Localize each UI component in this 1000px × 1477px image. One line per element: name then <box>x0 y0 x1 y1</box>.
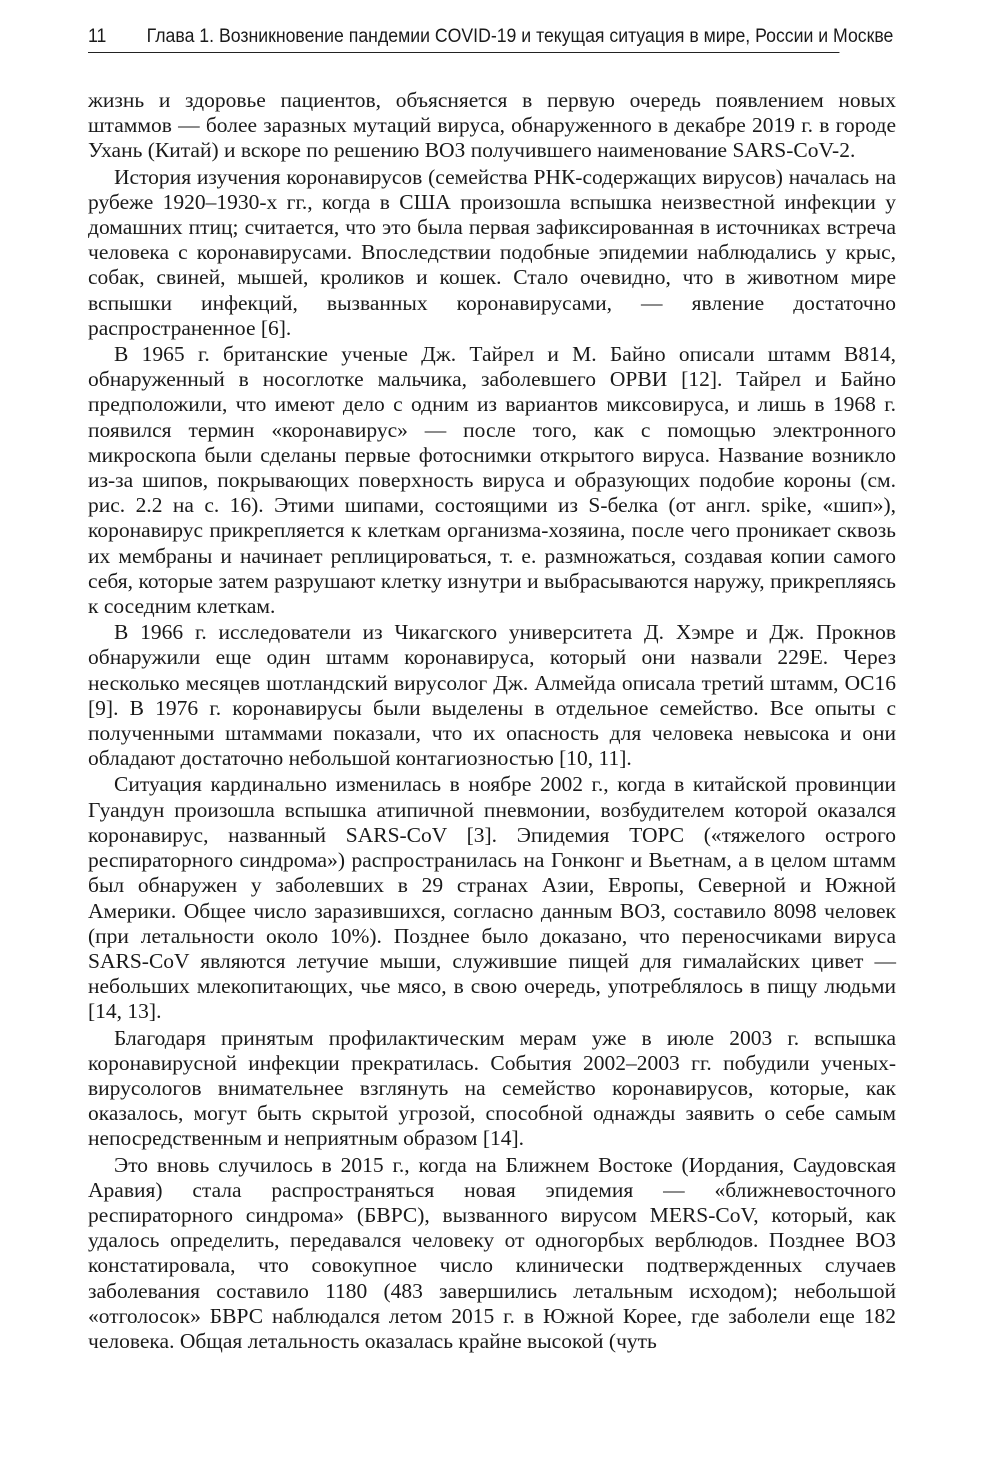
paragraph-2: История изучения коронавирусов (семейства РНК-содержащих вирусов) началась на рубеже 1920–1930-х гг., когда в США произошла вспышка неизвестной инфекции у домашних птиц; считается, что это была первая зафиксированная в источниках встреча человека с коронавирусами. Впоследствии подобные эпидемии наблюдались у крыс, собак, свиней, мышей, кроликов и кошек. Стало очевидно, что в животном мире вспышки инфекций, вызванных коронавирусами, — явление достаточно распространенное [6]. <box>88 164 896 340</box>
paragraph-4: В 1966 г. исследователи из Чикагского университета Д. Хэмре и Дж. Прокнов обнаружили еще один штамм коронавируса, который они назвали 229E. Через несколько месяцев шотландский вирусолог Дж. Алмейда описала третий штамм, OC16 [9]. В 1976 г. коронавирусы были выделены в отдельное семейство. Все опыты с полученными штаммами показали, что их опасность для человека невысока и они обладают достаточно небольшой контагиозностью [10, 11]. <box>88 620 896 771</box>
paragraph-5: Ситуация кардинально изменилась в ноябре 2002 г., когда в китайской провинции Гуандун произошла вспышка атипичной пневмонии, возбудителем которой оказался коронавирус, названный SARS-CoV [3]. Эпидемия ТОРС («тяжелого острого респираторного синдрома») распространилась на Гонконг и Вьетнам, а в целом штамм был обнаружен у заболевших в 29 странах Азии, Европы, Северной и Южной Америки. Общее число заразившихся, согласно данным ВОЗ, составило 8098 человек (при летальности около 10%). Позднее было доказано, что переносчиками вируса SARS-CoV являются летучие мыши, служившие пищей для гималайских цивет — небольших млекопитающих, чье мясо, в свою очередь, употреблялось в пищу людьми [14, 13]. <box>88 772 896 1024</box>
page-number: 11 <box>88 26 107 47</box>
chapter-running-title: Глава 1. Возникновение пандемии COVID-19 и текущая ситуация в мире, России и Москве <box>146 26 894 47</box>
paragraph-1: жизнь и здоровье пациентов, объясняется в первую очередь появлением новых штаммов — более заразных мутаций вируса, обнаруженного в декабре 2019 г. в городе Ухань (Китай) и вскоре по решению ВОЗ получившего наименование SARS-CoV-2. <box>88 88 896 163</box>
running-header <box>88 22 894 53</box>
paragraph-3: В 1965 г. британские ученые Дж. Тайрел и М. Байно описали штамм B814, обнаруженный в носоглотке мальчика, заболевшего ОРВИ [12]. Тайрел и Байно предположили, что имеют дело с одним из вариантов миксовируса, и лишь в 1968 г. появился термин «коронавирус» — после того, как с помощью электронного микроскопа были сделаны первые фотоснимки открытого вируса. Название возникло из-за шипов, покрывающих поверхность вируса и образующих подобие короны (см. рис. 2.2 на с. 16). Этими шипами, состоящими из S-белка (от англ. spike, «шип»), коронавирус прикрепляется к клеткам организма-хозяина, после чего проникает сквозь их мембраны и начинает реплицироваться, т. е. размножаться, создавая копии самого себя, которые затем разрушают клетку изнутри и выбрасываются наружу, прикрепляясь к соседним клеткам. <box>88 342 896 619</box>
body-text <box>88 88 896 1355</box>
paragraph-7: Это вновь случилось в 2015 г., когда на Ближнем Востоке (Иордания, Саудовская Аравия) стала распространяться новая эпидемия — «ближневосточного респираторного синдрома» (БВРС), вызванного вирусом MERS-CoV, который, как удалось определить, передавался человеку от одногорбых верблюдов. Позднее ВОЗ констатировала, что совокупное число клинически подтвержденных случаев заболевания составило 1180 (483 завершились летальным исходом); небольшой «отголосок» БВРС наблюдался летом 2015 г. в Южной Корее, где заболели еще 182 человека. Общая летальность оказалась крайне высокой (чуть <box>88 1152 896 1353</box>
paragraph-6: Благодаря принятым профилактическим мерам уже в июле 2003 г. вспышка коронавирусной инфекции прекратилась. События 2002–2003 гг. побудили ученых-вирусологов внимательнее взглянуть на семейство коронавирусов, которые, как оказалось, могут быть скрытой угрозой, способной однажды заявить о себе самым непосредственным и неприятным образом [14]. <box>88 1025 896 1151</box>
